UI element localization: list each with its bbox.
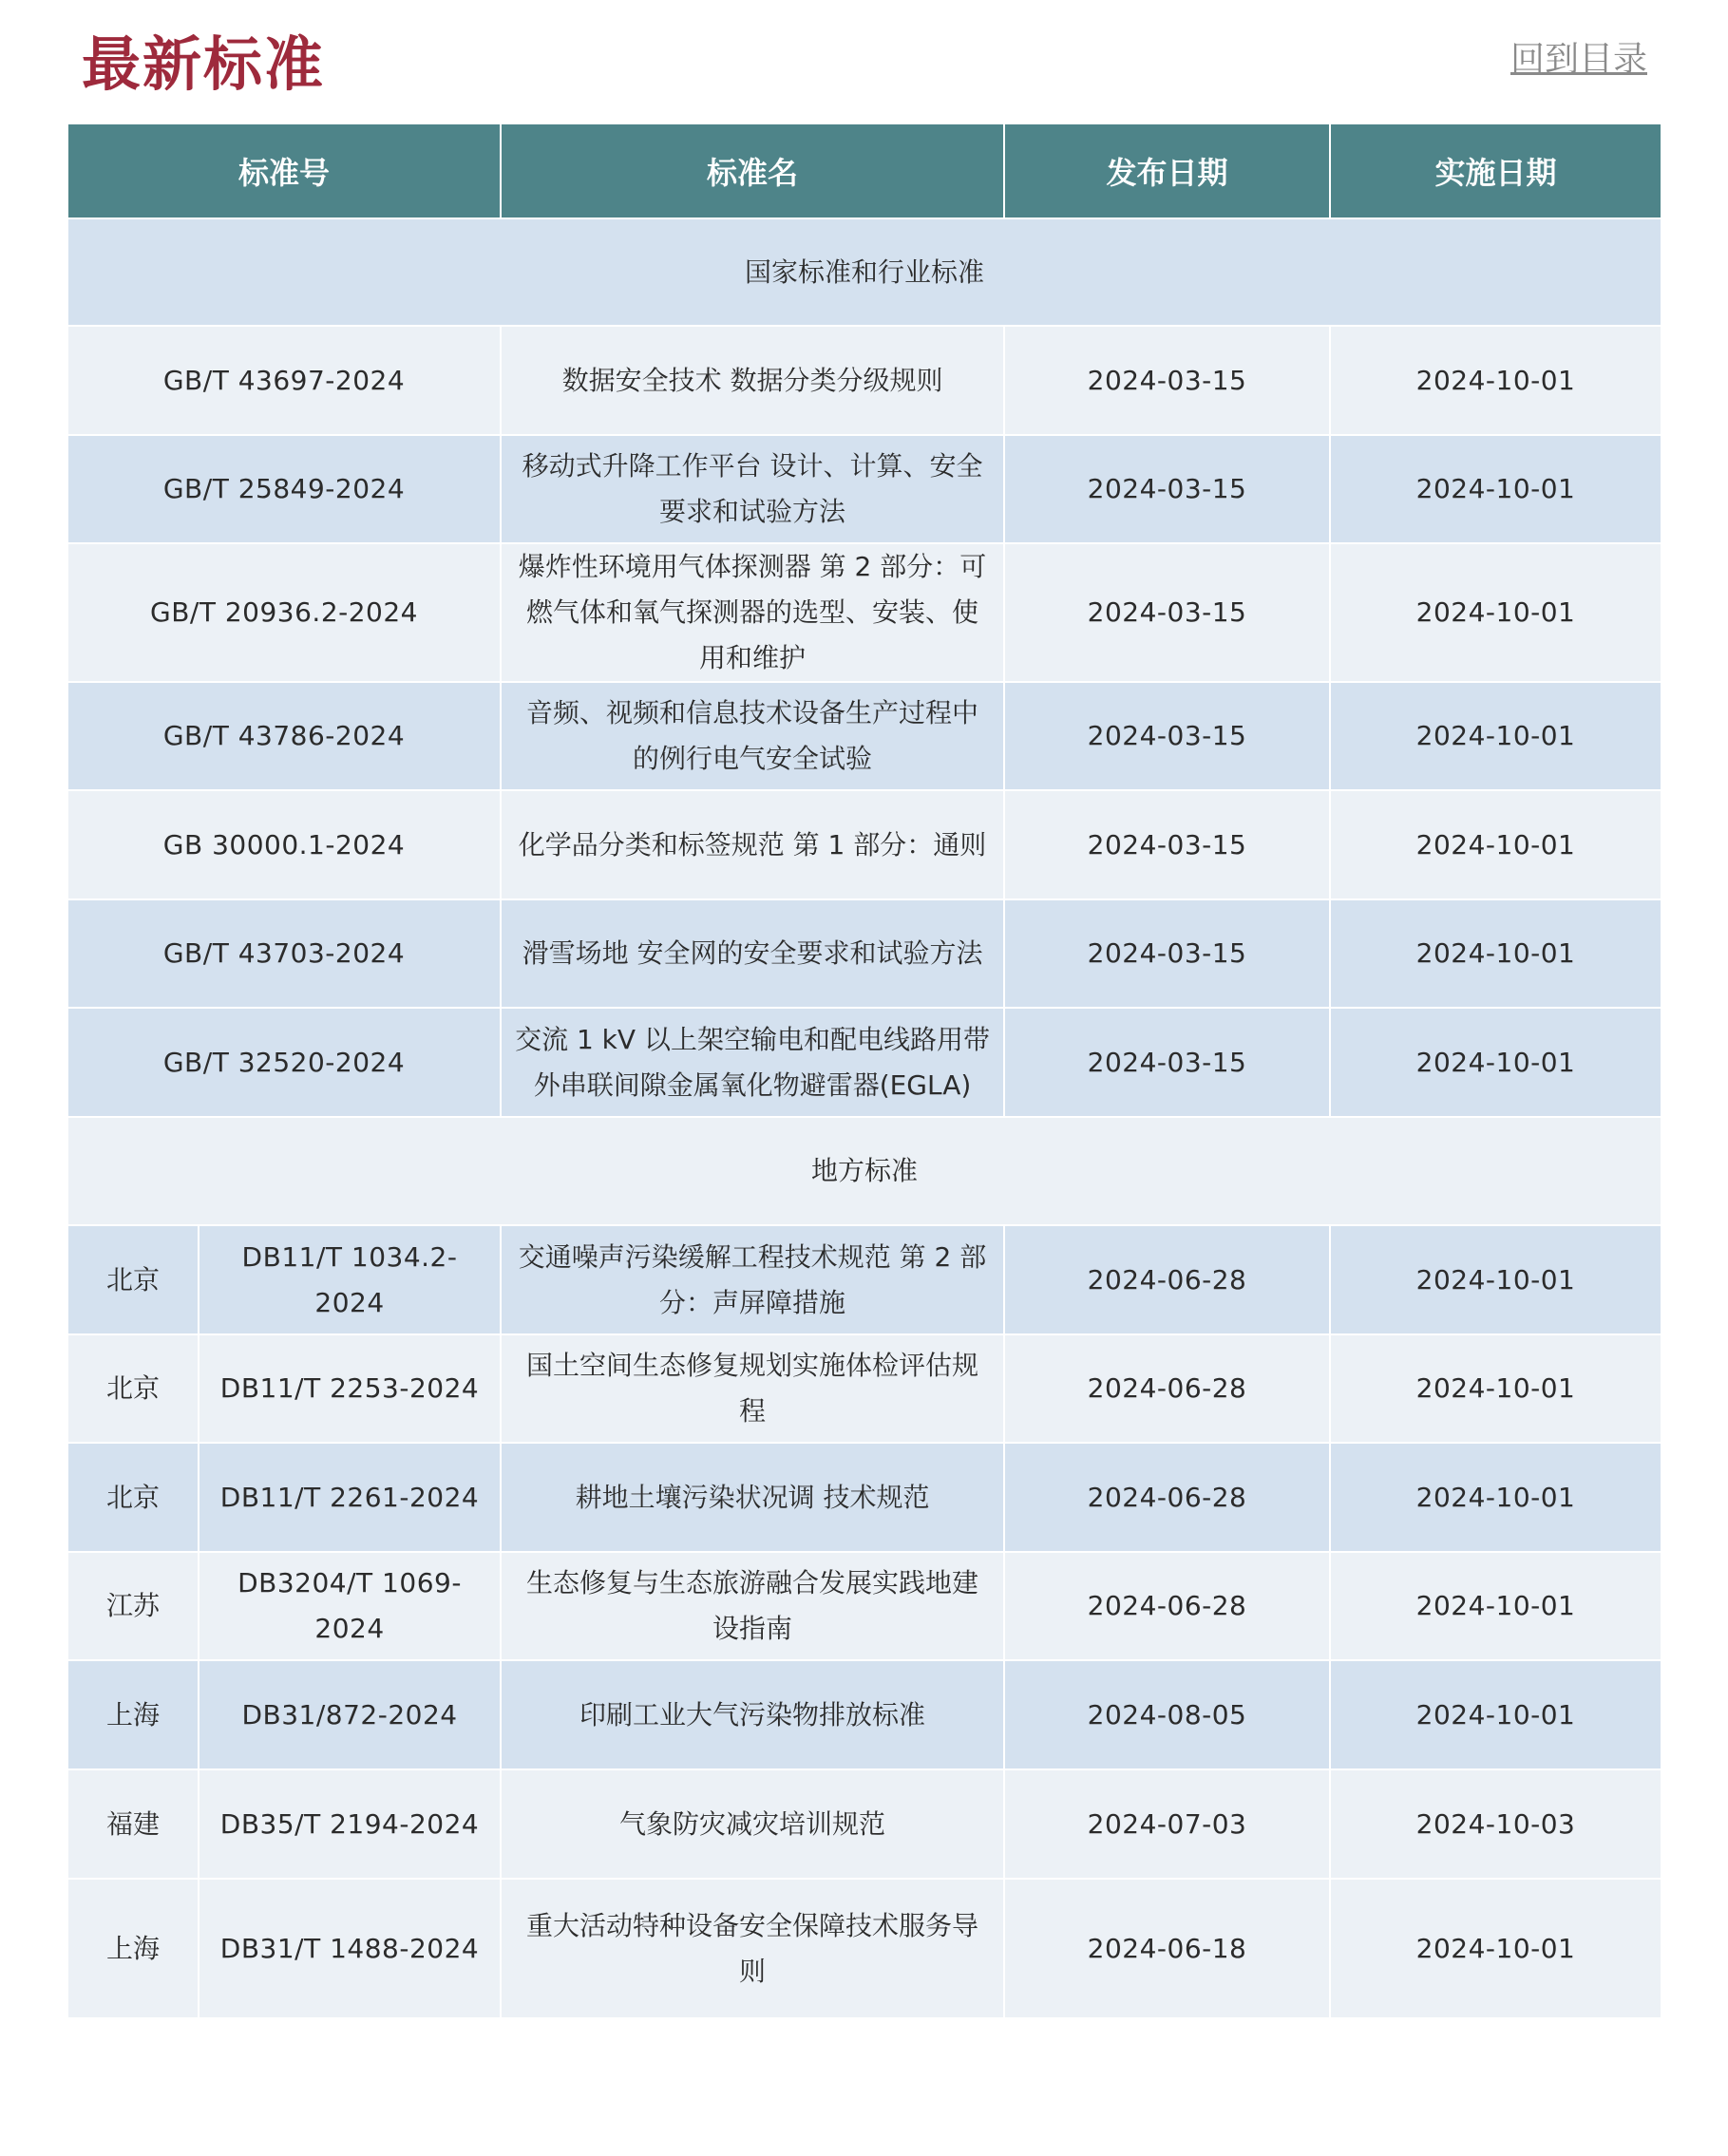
publish-date: 2024-06-28 — [1004, 1443, 1330, 1552]
table-row — [68, 543, 1661, 682]
standard-code: GB/T 20936.2-2024 — [68, 543, 501, 682]
table-row — [68, 1443, 1661, 1552]
table-row — [68, 1334, 1661, 1443]
effective-date: 2024-10-01 — [1330, 1334, 1661, 1443]
standard-name: 化学品分类和标签规范 第 1 部分：通则 — [501, 790, 1004, 899]
header-name: 标准名 — [501, 124, 1004, 218]
standards-table — [68, 124, 1661, 2017]
publish-date: 2024-03-15 — [1004, 326, 1330, 435]
region: 北京 — [68, 1334, 199, 1443]
standard-name: 移动式升降工作平台 设计、计算、安全要求和试验方法 — [501, 435, 1004, 543]
header-effective-date: 实施日期 — [1330, 124, 1661, 218]
effective-date: 2024-10-03 — [1330, 1769, 1661, 1879]
effective-date: 2024-10-01 — [1330, 1879, 1661, 2017]
publish-date: 2024-06-28 — [1004, 1225, 1330, 1334]
publish-date: 2024-03-15 — [1004, 899, 1330, 1008]
standard-code: GB/T 25849-2024 — [68, 435, 501, 543]
table-row — [68, 1008, 1661, 1117]
standard-name: 气象防灾减灾培训规范 — [501, 1769, 1004, 1879]
effective-date: 2024-10-01 — [1330, 326, 1661, 435]
standard-code: GB/T 32520-2024 — [68, 1008, 501, 1117]
table-row — [68, 435, 1661, 543]
region: 上海 — [68, 1879, 199, 2017]
standard-name: 生态修复与生态旅游融合发展实践地建设指南 — [501, 1552, 1004, 1660]
standard-code: DB11/T 2261-2024 — [199, 1443, 501, 1552]
effective-date: 2024-10-01 — [1330, 1225, 1661, 1334]
table-header-row — [68, 124, 1661, 218]
publish-date: 2024-03-15 — [1004, 1008, 1330, 1117]
header-code: 标准号 — [68, 124, 501, 218]
standard-code: DB31/872-2024 — [199, 1660, 501, 1769]
publish-date: 2024-06-28 — [1004, 1552, 1330, 1660]
region: 北京 — [68, 1443, 199, 1552]
page-title: 最新标准 — [82, 29, 326, 99]
publish-date: 2024-08-05 — [1004, 1660, 1330, 1769]
standard-code: DB11/T 2253-2024 — [199, 1334, 501, 1443]
standard-name: 交流 1 kV 以上架空输电和配电线路用带外串联间隙金属氧化物避雷器(EGLA) — [501, 1008, 1004, 1117]
standard-code: DB31/T 1488-2024 — [199, 1879, 501, 2017]
section-row-local — [68, 1117, 1661, 1225]
standard-name: 国土空间生态修复规划实施体检评估规程 — [501, 1334, 1004, 1443]
standard-name: 数据安全技术 数据分类分级规则 — [501, 326, 1004, 435]
table-row — [68, 1225, 1661, 1334]
standard-code: GB/T 43703-2024 — [68, 899, 501, 1008]
header-publish-date: 发布日期 — [1004, 124, 1330, 218]
standard-code: GB/T 43786-2024 — [68, 682, 501, 790]
standard-name: 印刷工业大气污染物排放标准 — [501, 1660, 1004, 1769]
publish-date: 2024-03-15 — [1004, 435, 1330, 543]
publish-date: 2024-06-18 — [1004, 1879, 1330, 2017]
standard-code: DB11/T 1034.2-2024 — [199, 1225, 501, 1334]
table-row — [68, 1769, 1661, 1879]
region: 上海 — [68, 1660, 199, 1769]
section-row-national — [68, 218, 1661, 326]
publish-date: 2024-06-28 — [1004, 1334, 1330, 1443]
table-row — [68, 326, 1661, 435]
table-row — [68, 790, 1661, 899]
publish-date: 2024-07-03 — [1004, 1769, 1330, 1879]
effective-date: 2024-10-01 — [1330, 1552, 1661, 1660]
effective-date: 2024-10-01 — [1330, 543, 1661, 682]
region: 福建 — [68, 1769, 199, 1879]
back-to-contents-link[interactable]: 回到目录 — [1510, 40, 1647, 79]
standard-code: DB3204/T 1069-2024 — [199, 1552, 501, 1660]
effective-date: 2024-10-01 — [1330, 1660, 1661, 1769]
effective-date: 2024-10-01 — [1330, 1008, 1661, 1117]
table-row — [68, 1879, 1661, 2017]
effective-date: 2024-10-01 — [1330, 435, 1661, 543]
standard-name: 重大活动特种设备安全保障技术服务导则 — [501, 1879, 1004, 2017]
effective-date: 2024-10-01 — [1330, 682, 1661, 790]
standard-name: 音频、视频和信息技术设备生产过程中的例行电气安全试验 — [501, 682, 1004, 790]
table-row — [68, 899, 1661, 1008]
section-title-national: 国家标准和行业标准 — [68, 218, 1661, 326]
effective-date: 2024-10-01 — [1330, 899, 1661, 1008]
section-title-local: 地方标准 — [68, 1117, 1661, 1225]
table-row — [68, 1552, 1661, 1660]
table-row — [68, 682, 1661, 790]
standard-name: 爆炸性环境用气体探测器 第 2 部分：可燃气体和氧气探测器的选型、安装、使用和维护 — [501, 543, 1004, 682]
effective-date: 2024-10-01 — [1330, 790, 1661, 899]
publish-date: 2024-03-15 — [1004, 790, 1330, 899]
standard-code: GB/T 43697-2024 — [68, 326, 501, 435]
region: 江苏 — [68, 1552, 199, 1660]
region: 北京 — [68, 1225, 199, 1334]
publish-date: 2024-03-15 — [1004, 682, 1330, 790]
standard-name: 交通噪声污染缓解工程技术规范 第 2 部分：声屏障措施 — [501, 1225, 1004, 1334]
standard-code: GB 30000.1-2024 — [68, 790, 501, 899]
standard-name: 耕地土壤污染状况调 技术规范 — [501, 1443, 1004, 1552]
standard-code: DB35/T 2194-2024 — [199, 1769, 501, 1879]
publish-date: 2024-03-15 — [1004, 543, 1330, 682]
effective-date: 2024-10-01 — [1330, 1443, 1661, 1552]
table-row — [68, 1660, 1661, 1769]
standard-name: 滑雪场地 安全网的安全要求和试验方法 — [501, 899, 1004, 1008]
